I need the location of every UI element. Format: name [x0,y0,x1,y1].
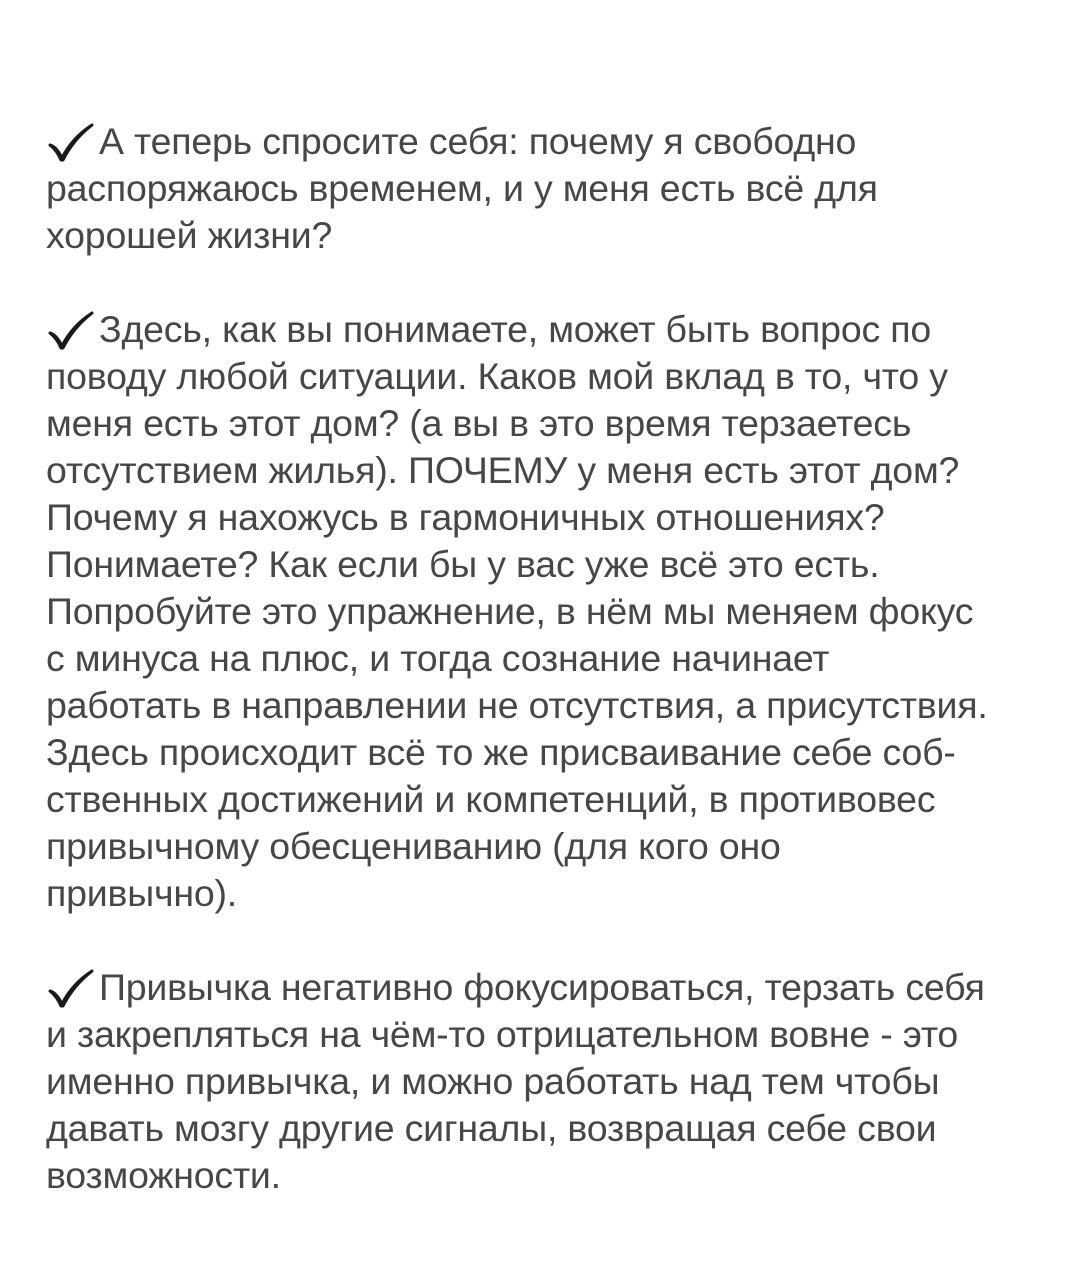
paragraph-3 [46,964,1046,1199]
text-line: с минуса на плюс, и тогда сознание начинает [46,637,830,679]
text-line: А теперь спросите себя: почему я свободно [46,118,1046,165]
text-line: Попробуйте это упражнение, в нём мы меняем фокус [46,590,974,632]
text-line: работать в направлении не отсутствия, а присутствия. [46,684,988,726]
text-line: ственных достижений и компетенций, в противовес [46,778,936,820]
paragraph-1 [46,118,1046,259]
text-line: Здесь происходит всё то же присваивание себе соб- [46,731,956,773]
text-line: именно привычка, и можно работать над тем чтобы [46,1060,940,1102]
text-line: Здесь, как вы понимаете, может быть вопрос по [46,306,1046,353]
text-line: распоряжаюсь временем, и у меня есть всё для [46,167,878,209]
text-line: Привычка негативно фокусироваться, терзать себя [46,964,1046,1011]
check-mark-icon [46,122,96,162]
text-line: привычно). [46,872,237,914]
text-line: Почему я нахожусь в гармоничных отношениях? [46,496,885,538]
text-line: Понимаете? Как если бы у вас уже всё это есть. [46,543,880,585]
text-line: отсутствием жилья). ПОЧЕМУ у меня есть этот дом? [46,449,960,491]
text-line: возможности. [46,1154,281,1196]
text-line: меня есть этот дом? (а вы в это время терзаетесь [46,402,912,444]
paragraph-2 [46,306,1046,917]
check-mark-icon [46,968,96,1008]
text-line: хорошей жизни? [46,214,333,256]
text-line: поводу любой ситуации. Каков мой вклад в то, что у [46,355,948,397]
text-line: привычному обесцениванию (для кого оно [46,825,781,867]
text-line: давать мозгу другие сигналы, возвращая себе свои [46,1107,937,1149]
text-body [46,118,1046,1246]
check-mark-icon [46,310,96,350]
text-line: и закрепляться на чём-то отрицательном вовне - это [46,1013,959,1055]
